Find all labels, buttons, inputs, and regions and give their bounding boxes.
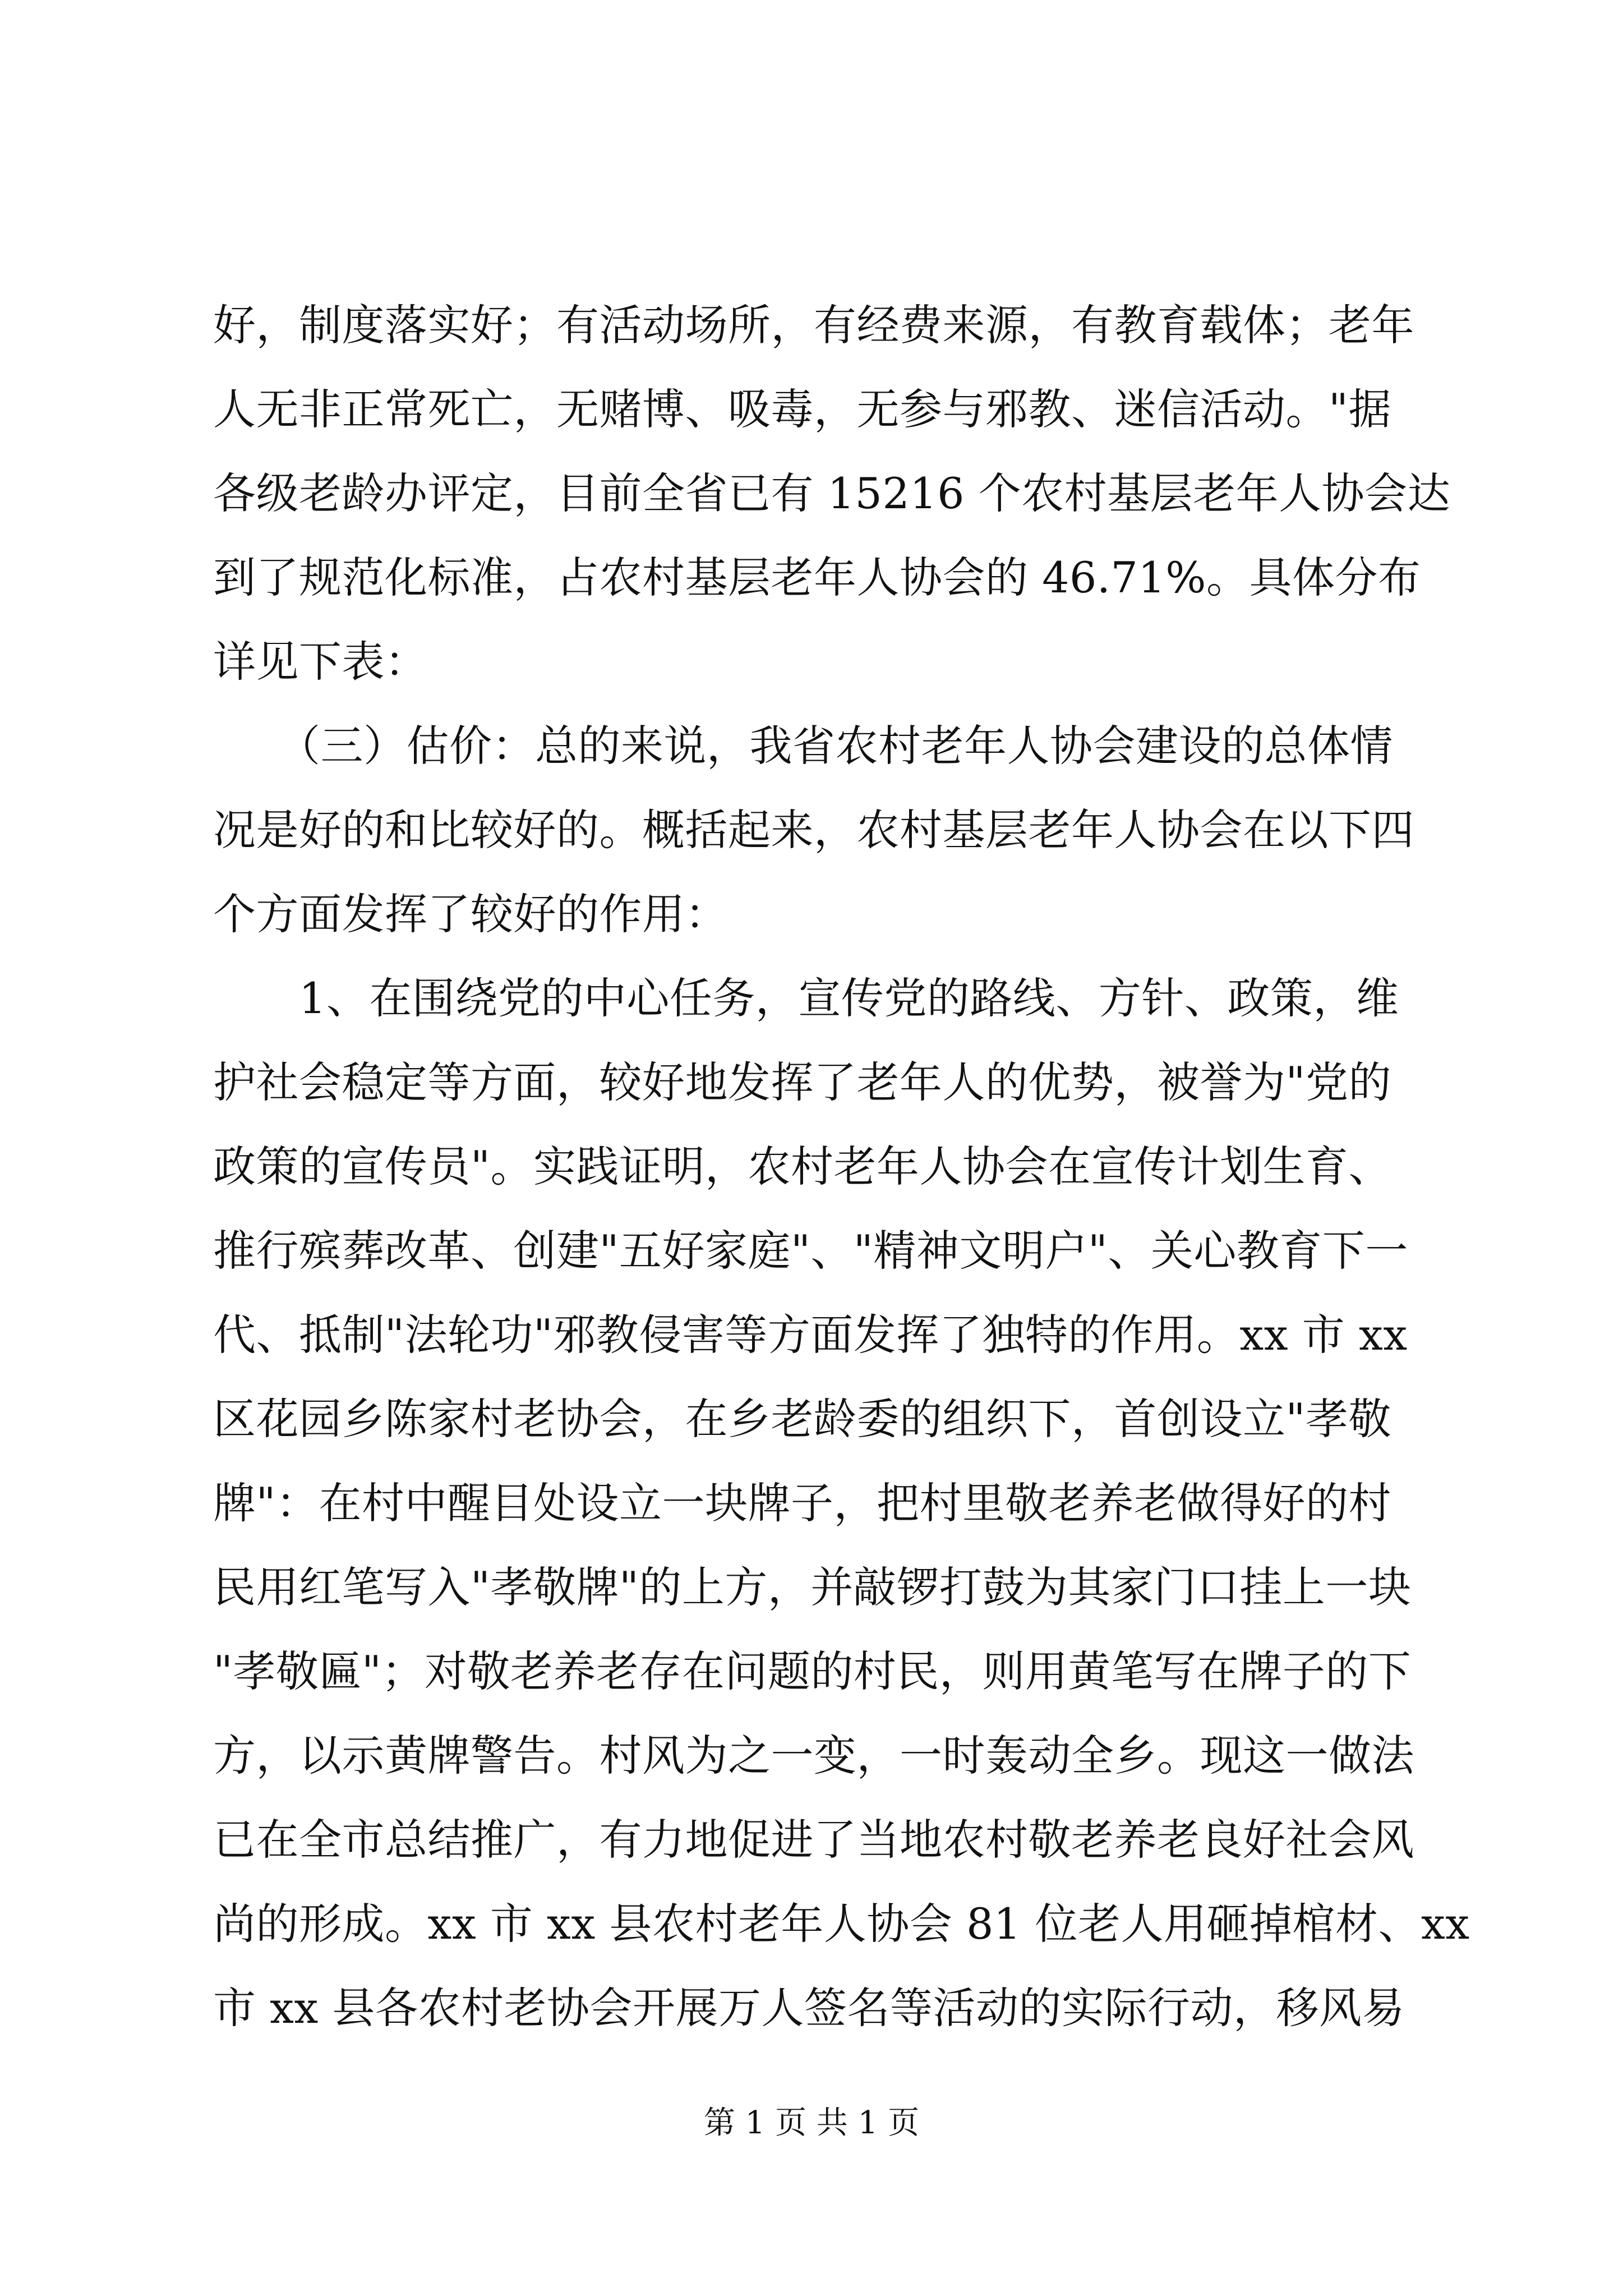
text-line: 方，以示黄牌警告。村风为之一变，一时轰动全乡。现这一做法 (213, 1731, 1414, 1780)
text-line: 好，制度落实好；有活动场所，有经费来源，有教育载体；老年 (213, 300, 1414, 350)
text-line: 代、抵制"法轮功"邪教侵害等方面发挥了独特的作用。xx 市 xx (213, 1310, 1408, 1360)
text-line: 推行殡葬改革、创建"五好家庭"、"精神文明户"、关心教育下一 (213, 1226, 1408, 1276)
text-line: 1、在围绕党的中心任务，宣传党的路线、方针、政策，维 (213, 973, 1399, 1023)
text-line: 市 xx 县各农村老协会开展万人签名等活动的实际行动，移风易 (213, 1983, 1405, 2033)
text-line: 到了规范化标准，占农村基层老年人协会的 46.71%。具体分布 (213, 553, 1421, 602)
text-line: （三）估价：总的来说，我省农村老年人协会建设的总体情 (213, 721, 1393, 771)
page-footer: 第 1 页 共 1 页 (703, 2105, 920, 2141)
text-line: 人无非正常死亡，无赌博、吸毒，无参与邪教、迷信活动。"据 (213, 384, 1391, 434)
text-line: 已在全市总结推广，有力地促进了当地农村敬老养老良好社会风 (213, 1815, 1414, 1865)
text-line: 护社会稳定等方面，较好地发挥了老年人的优势，被誉为"党的 (213, 1057, 1391, 1107)
text-line: 个方面发挥了较好的作用： (213, 889, 728, 939)
text-line: 牌"：在村中醒目处设立一块牌子，把村里敬老养老做得好的村 (213, 1478, 1391, 1528)
text-line: 尚的形成。xx 市 xx 县农村老年人协会 81 位老人用砸掉棺材、xx (213, 1899, 1470, 1949)
text-line: 各级老龄办评定，目前全省已有 15216 个农村基层老年人协会达 (213, 468, 1451, 518)
text-line: 详见下表： (213, 637, 428, 687)
text-line: 区花园乡陈家村老协会，在乡老龄委的组织下，首创设立"孝敬 (213, 1394, 1391, 1444)
text-line: 况是好的和比较好的。概括起来，农村基层老年人协会在以下四 (213, 805, 1414, 855)
text-line: 民用红笔写入"孝敬牌"的上方，并敲锣打鼓为其家门口挂上一块 (213, 1562, 1412, 1612)
text-line: 政策的宣传员"。实践证明，农村老年人协会在宣传计划生育、 (213, 1142, 1391, 1191)
text-line: "孝敬匾"；对敬老养老存在问题的村民，则用黄笔写在牌子的下 (213, 1646, 1412, 1696)
document-body (213, 283, 1470, 2050)
